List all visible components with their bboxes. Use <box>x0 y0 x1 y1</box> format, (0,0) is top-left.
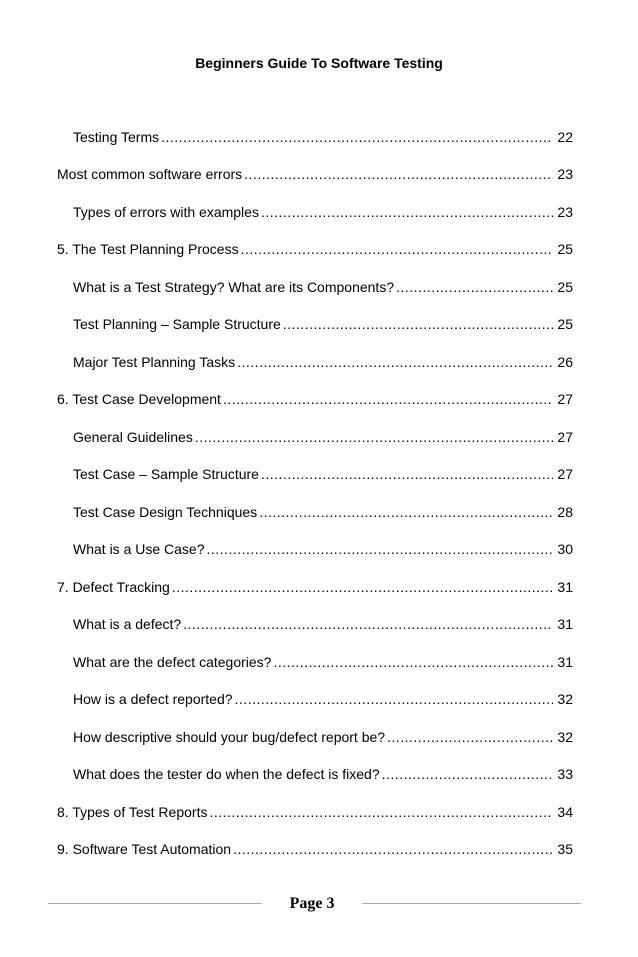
toc-dot-leader <box>235 690 553 708</box>
toc-entry-label: 8. Types of Test Reports <box>57 803 208 820</box>
toc-entry-test-reports[interactable] <box>57 783 573 821</box>
toc-entry-test-strategy[interactable] <box>57 258 573 296</box>
toc-entry-test-planning-structure[interactable] <box>57 296 573 334</box>
toc-entry-defect-fixed[interactable] <box>57 746 573 784</box>
toc-entry-page: 27 <box>557 391 573 407</box>
footer-page-number: Page 3 <box>289 895 335 912</box>
toc-entry-label: What are the defect categories? <box>73 653 272 670</box>
toc-entry-label: What is a defect? <box>73 616 182 632</box>
toc-entry-page: 31 <box>557 653 573 670</box>
toc-entry-page: 23 <box>557 203 573 220</box>
toc-entry-descriptive-report[interactable] <box>57 708 573 746</box>
toc-entry-label: 9. Software Test Automation <box>57 841 232 857</box>
toc-entry-label: 7. Defect Tracking <box>57 578 170 595</box>
toc-entry-label: 6. Test Case Development <box>57 391 221 407</box>
toc-entry-test-automation[interactable] <box>57 821 573 859</box>
toc-entry-label: What is a Test Strategy? What are its Components? <box>73 278 395 295</box>
toc-entry-page: 30 <box>557 541 573 557</box>
toc-dot-leader <box>195 428 553 446</box>
toc-entry-label: How is a defect reported? <box>73 691 233 707</box>
toc-dot-leader <box>207 540 554 558</box>
toc-dot-leader <box>241 240 553 258</box>
toc-dot-leader <box>233 840 553 858</box>
toc-entry-label: What is a Use Case? <box>73 541 205 557</box>
toc-entry-design-techniques[interactable] <box>57 483 573 521</box>
toc-entry-defect-reported[interactable] <box>57 671 573 709</box>
toc-dot-leader <box>396 278 553 296</box>
page-footer <box>0 893 638 917</box>
footer-rule-right <box>362 903 581 904</box>
toc-entry-label: Most common software errors <box>57 166 243 182</box>
toc-entry-label: Types of errors with examples <box>73 203 259 220</box>
toc-entry-label: Testing Terms <box>73 128 160 145</box>
toc-entry-test-case-development[interactable] <box>57 371 573 409</box>
toc-entry-page: 26 <box>557 353 573 370</box>
toc-dot-leader <box>209 803 553 821</box>
table-of-contents <box>57 108 573 858</box>
toc-entry-most-common-errors[interactable] <box>57 146 573 184</box>
toc-entry-page: 28 <box>557 503 573 520</box>
toc-entry-label: Major Test Planning Tasks <box>73 353 236 370</box>
toc-entry-types-of-errors[interactable] <box>57 183 573 221</box>
toc-dot-leader <box>237 353 553 371</box>
toc-entry-page: 31 <box>557 578 573 595</box>
toc-entry-page: 31 <box>557 616 573 632</box>
toc-dot-leader <box>387 728 553 746</box>
toc-entry-page: 35 <box>557 841 573 857</box>
toc-entry-label: Test Case – Sample Structure <box>73 466 259 482</box>
toc-entry-what-is-defect[interactable] <box>57 596 573 634</box>
toc-entry-label: Test Planning – Sample Structure <box>73 316 281 332</box>
toc-entry-page: 22 <box>557 128 573 145</box>
toc-entry-label: What does the tester do when the defect is fixed? <box>73 766 380 782</box>
toc-entry-major-planning-tasks[interactable] <box>57 333 573 371</box>
toc-entry-page: 25 <box>557 278 573 295</box>
toc-entry-page: 32 <box>557 691 573 707</box>
toc-dot-leader <box>223 390 553 408</box>
toc-entry-defect-categories[interactable] <box>57 633 573 671</box>
toc-dot-leader <box>244 165 553 183</box>
toc-entry-test-case-structure[interactable] <box>57 446 573 484</box>
toc-entry-label: 5. The Test Planning Process <box>57 241 239 257</box>
toc-entry-page: 27 <box>557 466 573 482</box>
toc-entry-page: 27 <box>557 428 573 445</box>
toc-dot-leader <box>259 503 553 521</box>
toc-entry-label: General Guidelines <box>73 428 193 445</box>
toc-entry-page: 25 <box>557 241 573 257</box>
toc-dot-leader <box>261 203 553 221</box>
footer-rule-left <box>48 903 262 904</box>
toc-entry-page: 23 <box>557 166 573 182</box>
toc-entry-testing-terms[interactable] <box>57 108 573 146</box>
toc-entry-page: 32 <box>557 728 573 745</box>
toc-dot-leader <box>283 315 553 333</box>
toc-entry-label: How descriptive should your bug/defect report be? <box>73 728 386 745</box>
document-title: Beginners Guide To Software Testing <box>195 55 443 71</box>
toc-entry-test-planning-process[interactable] <box>57 221 573 259</box>
toc-entry-page: 33 <box>557 766 573 782</box>
toc-entry-defect-tracking[interactable] <box>57 558 573 596</box>
toc-entry-label: Test Case Design Techniques <box>73 503 258 520</box>
toc-entry-page: 34 <box>557 803 573 820</box>
toc-dot-leader <box>183 615 553 633</box>
toc-entry-general-guidelines[interactable] <box>57 408 573 446</box>
toc-dot-leader <box>172 578 553 596</box>
toc-entry-page: 25 <box>557 316 573 332</box>
toc-dot-leader <box>261 465 553 483</box>
toc-dot-leader <box>161 128 553 146</box>
toc-entry-use-case[interactable] <box>57 521 573 559</box>
toc-dot-leader <box>273 653 553 671</box>
toc-dot-leader <box>382 765 553 783</box>
